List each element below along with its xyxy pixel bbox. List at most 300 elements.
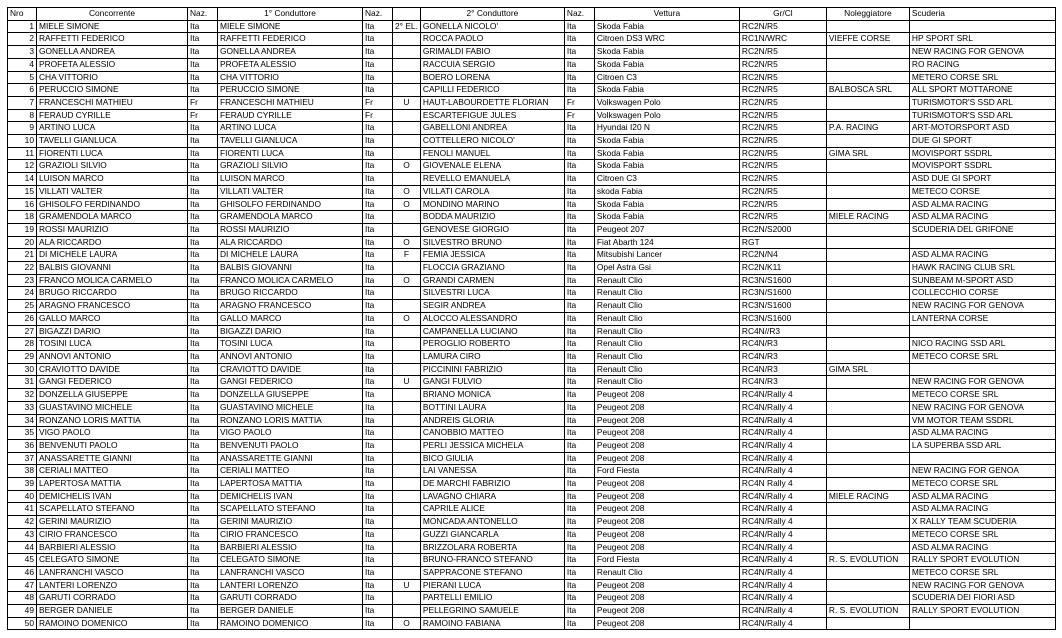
cell-gruppo-classe: RC4N/Rally 4 — [739, 439, 826, 452]
cell-gruppo-classe: RC1N/WRC — [739, 33, 826, 46]
cell-naz: Ita — [188, 350, 218, 363]
cell-flag — [393, 554, 421, 567]
table-row — [8, 185, 1056, 198]
cell-naz-2: Ita — [564, 350, 594, 363]
cell-noleggiatore — [826, 274, 909, 287]
cell-scuderia: HAWK RACING CLUB SRL — [909, 262, 1055, 275]
cell-primo-conduttore: FRANCESCHI MATHIEU — [218, 96, 363, 109]
cell-flag — [393, 122, 421, 135]
cell-primo-conduttore: LANFRANCHI VASCO — [218, 566, 363, 579]
cell-noleggiatore — [826, 109, 909, 122]
cell-gruppo-classe: RC4N//R3 — [739, 325, 826, 338]
cell-primo-conduttore: CELEGATO SIMONE — [218, 554, 363, 567]
cell-gruppo-classe: RC2N/R5 — [739, 147, 826, 160]
cell-naz-1: Ita — [363, 325, 393, 338]
cell-naz-1: Ita — [363, 490, 393, 503]
cell-flag: O — [393, 274, 421, 287]
cell-noleggiatore — [826, 439, 909, 452]
cell-secondo-conduttore: ESCARTEFIGUE JULES — [420, 109, 564, 122]
cell-vettura: Peugeot 208 — [594, 478, 739, 491]
cell-noleggiatore: P.A. RACING — [826, 122, 909, 135]
cell-naz-1: Ita — [363, 592, 393, 605]
cell-nro: 7 — [8, 96, 37, 109]
cell-gruppo-classe: RC2N/R5 — [739, 84, 826, 97]
cell-gruppo-classe: RC3N/S1600 — [739, 274, 826, 287]
table-row — [8, 427, 1056, 440]
cell-noleggiatore — [826, 236, 909, 249]
cell-gruppo-classe: RC2N/S2000 — [739, 223, 826, 236]
cell-naz-1: Ita — [363, 427, 393, 440]
cell-scuderia — [909, 617, 1055, 630]
cell-vettura: Peugeot 208 — [594, 503, 739, 516]
cell-naz-2: Ita — [564, 516, 594, 529]
cell-concorrente: FERAUD CYRILLE — [37, 109, 188, 122]
table-row — [8, 478, 1056, 491]
cell-secondo-conduttore: SILVESTRO BRUNO — [420, 236, 564, 249]
cell-secondo-conduttore: HAUT-LABOURDETTE FLORIAN — [420, 96, 564, 109]
cell-gruppo-classe: RC2N/R5 — [739, 211, 826, 224]
cell-naz: Ita — [188, 427, 218, 440]
cell-scuderia: LANTERNA CORSE — [909, 312, 1055, 325]
cell-scuderia: NEW RACING FOR GENOA — [909, 465, 1055, 478]
cell-vettura: Renault Clio — [594, 274, 739, 287]
cell-naz-2: Ita — [564, 84, 594, 97]
cell-nro: 12 — [8, 160, 37, 173]
table-row — [8, 414, 1056, 427]
cell-naz-1: Ita — [363, 58, 393, 71]
cell-vettura: Renault Clio — [594, 312, 739, 325]
cell-gruppo-classe: RC4N/Rally 4 — [739, 452, 826, 465]
cell-concorrente: DEMICHELIS IVAN — [37, 490, 188, 503]
cell-secondo-conduttore: FLOCCIA GRAZIANO — [420, 262, 564, 275]
cell-noleggiatore — [826, 325, 909, 338]
cell-nro: 15 — [8, 185, 37, 198]
cell-naz-2: Ita — [564, 528, 594, 541]
cell-scuderia: METECO CORSE SRL — [909, 350, 1055, 363]
cell-naz: Ita — [188, 528, 218, 541]
cell-flag: U — [393, 579, 421, 592]
cell-naz-2: Ita — [564, 338, 594, 351]
cell-gruppo-classe: RC4N/Rally 4 — [739, 566, 826, 579]
col-header-vettura: Vettura — [594, 8, 739, 21]
cell-naz-2: Ita — [564, 363, 594, 376]
cell-concorrente: GRAMENDOLA MARCO — [37, 211, 188, 224]
cell-flag: O — [393, 312, 421, 325]
cell-naz-1: Ita — [363, 605, 393, 618]
cell-flag — [393, 58, 421, 71]
cell-vettura: Renault Clio — [594, 350, 739, 363]
cell-concorrente: CERIALI MATTEO — [37, 465, 188, 478]
cell-nro: 22 — [8, 262, 37, 275]
cell-primo-conduttore: BRUGO RICCARDO — [218, 287, 363, 300]
cell-scuderia: METERO CORSE SRL — [909, 71, 1055, 84]
cell-naz: Ita — [188, 312, 218, 325]
cell-vettura: Peugeot 208 — [594, 516, 739, 529]
cell-secondo-conduttore: CAMPANELLA LUCIANO — [420, 325, 564, 338]
cell-noleggiatore — [826, 198, 909, 211]
cell-scuderia: METECO CORSE SRL — [909, 566, 1055, 579]
cell-naz: Ita — [188, 58, 218, 71]
cell-primo-conduttore: VIGO PAOLO — [218, 427, 363, 440]
cell-nro: 49 — [8, 605, 37, 618]
cell-scuderia: RALLY SPORT EVOLUTION — [909, 605, 1055, 618]
cell-vettura: Renault Clio — [594, 325, 739, 338]
cell-naz-1: Ita — [363, 338, 393, 351]
cell-concorrente: VILLATI VALTER — [37, 185, 188, 198]
cell-primo-conduttore: ANASSARETTE GIANNI — [218, 452, 363, 465]
cell-gruppo-classe: RC4N/Rally 4 — [739, 389, 826, 402]
cell-secondo-conduttore: ROCCA PAOLO — [420, 33, 564, 46]
cell-scuderia — [909, 236, 1055, 249]
table-row — [8, 350, 1056, 363]
cell-flag — [393, 503, 421, 516]
cell-primo-conduttore: ROSSI MAURIZIO — [218, 223, 363, 236]
cell-noleggiatore: BALBOSCA SRL — [826, 84, 909, 97]
table-row — [8, 20, 1056, 33]
cell-gruppo-classe: RC4N/Rally 4 — [739, 503, 826, 516]
cell-nro: 10 — [8, 135, 37, 148]
cell-concorrente: RAFFETTI FEDERICO — [37, 33, 188, 46]
cell-naz-2: Ita — [564, 274, 594, 287]
cell-secondo-conduttore: PICCININI FABRIZIO — [420, 363, 564, 376]
cell-flag — [393, 363, 421, 376]
cell-naz-1: Ita — [363, 528, 393, 541]
table-row — [8, 96, 1056, 109]
table-row — [8, 109, 1056, 122]
cell-concorrente: BRUGO RICCARDO — [37, 287, 188, 300]
cell-naz-1: Ita — [363, 274, 393, 287]
cell-noleggiatore — [826, 96, 909, 109]
cell-naz: Ita — [188, 389, 218, 402]
cell-naz-2: Ita — [564, 223, 594, 236]
cell-gruppo-classe: RC4N/R3 — [739, 376, 826, 389]
cell-naz: Ita — [188, 262, 218, 275]
cell-naz-2: Ita — [564, 490, 594, 503]
cell-flag — [393, 338, 421, 351]
cell-naz-1: Ita — [363, 160, 393, 173]
cell-concorrente: LAPERTOSA MATTIA — [37, 478, 188, 491]
cell-primo-conduttore: DI MICHELE LAURA — [218, 249, 363, 262]
cell-noleggiatore — [826, 528, 909, 541]
cell-gruppo-classe: RC2N/R5 — [739, 46, 826, 59]
cell-primo-conduttore: FERAUD CYRILLE — [218, 109, 363, 122]
cell-naz-1: Ita — [363, 389, 393, 402]
cell-nro: 21 — [8, 249, 37, 262]
col-header-gruppo-classe: Gr/Cl — [739, 8, 826, 21]
table-row — [8, 71, 1056, 84]
cell-vettura: Renault Clio — [594, 376, 739, 389]
cell-naz-1: Ita — [363, 579, 393, 592]
cell-scuderia: METECO CORSE SRL — [909, 528, 1055, 541]
cell-naz: Ita — [188, 325, 218, 338]
table-row — [8, 160, 1056, 173]
cell-flag — [393, 109, 421, 122]
cell-secondo-conduttore: DE MARCHI FABRIZIO — [420, 478, 564, 491]
cell-naz-1: Ita — [363, 173, 393, 186]
cell-gruppo-classe: RC3N/S1600 — [739, 287, 826, 300]
cell-scuderia: NEW RACING FOR GENOVA — [909, 300, 1055, 313]
cell-concorrente: GUASTAVINO MICHELE — [37, 401, 188, 414]
cell-concorrente: ARAGNO FRANCESCO — [37, 300, 188, 313]
cell-nro: 19 — [8, 223, 37, 236]
table-row — [8, 516, 1056, 529]
cell-naz: Ita — [188, 46, 218, 59]
cell-naz: Ita — [188, 503, 218, 516]
cell-scuderia: ALL SPORT MOTTARONE — [909, 84, 1055, 97]
cell-scuderia: MOVISPORT SSDRL — [909, 160, 1055, 173]
cell-scuderia — [909, 452, 1055, 465]
cell-concorrente: DONZELLA GIUSEPPE — [37, 389, 188, 402]
cell-gruppo-classe: RC4N Rally 4 — [739, 478, 826, 491]
cell-naz-1: Ita — [363, 363, 393, 376]
cell-naz-2: Ita — [564, 478, 594, 491]
cell-secondo-conduttore: CANOBBIO MATTEO — [420, 427, 564, 440]
col-header-naz: Naz. — [188, 8, 218, 21]
cell-concorrente: GERINI MAURIZIO — [37, 516, 188, 529]
cell-secondo-conduttore: PARTELLI EMILIO — [420, 592, 564, 605]
cell-vettura: Skoda Fabia — [594, 211, 739, 224]
col-header-naz-2: Naz. — [564, 8, 594, 21]
cell-gruppo-classe: RC2N/K11 — [739, 262, 826, 275]
cell-concorrente: SCAPELLATO STEFANO — [37, 503, 188, 516]
cell-noleggiatore: GIMA SRL — [826, 147, 909, 160]
cell-concorrente: CHA VITTORIO — [37, 71, 188, 84]
cell-scuderia: ASD ALMA RACING — [909, 427, 1055, 440]
cell-nro: 31 — [8, 376, 37, 389]
table-row — [8, 465, 1056, 478]
cell-naz-2: Ita — [564, 617, 594, 630]
cell-flag — [393, 135, 421, 148]
cell-vettura: Renault Clio — [594, 300, 739, 313]
cell-gruppo-classe: RC4N/R3 — [739, 363, 826, 376]
cell-secondo-conduttore: SILVESTRI LUCA — [420, 287, 564, 300]
table-row — [8, 58, 1056, 71]
cell-naz: Ita — [188, 236, 218, 249]
cell-vettura: Peugeot 208 — [594, 414, 739, 427]
cell-secondo-conduttore: GONELLA NICOLO' — [420, 20, 564, 33]
cell-naz-2: Ita — [564, 325, 594, 338]
cell-nro: 40 — [8, 490, 37, 503]
cell-nro: 6 — [8, 84, 37, 97]
table-row — [8, 84, 1056, 97]
cell-noleggiatore: GIMA SRL — [826, 363, 909, 376]
cell-primo-conduttore: ARAGNO FRANCESCO — [218, 300, 363, 313]
cell-concorrente: CRAVIOTTO DAVIDE — [37, 363, 188, 376]
cell-naz-2: Ita — [564, 160, 594, 173]
cell-flag — [393, 84, 421, 97]
cell-nro: 35 — [8, 427, 37, 440]
cell-nro: 29 — [8, 350, 37, 363]
cell-nro: 16 — [8, 198, 37, 211]
table-row — [8, 223, 1056, 236]
cell-naz-1: Ita — [363, 541, 393, 554]
cell-noleggiatore — [826, 427, 909, 440]
cell-flag — [393, 46, 421, 59]
cell-nro: 30 — [8, 363, 37, 376]
cell-primo-conduttore: DEMICHELIS IVAN — [218, 490, 363, 503]
cell-vettura: Skoda Fabia — [594, 198, 739, 211]
cell-naz-1: Ita — [363, 20, 393, 33]
cell-noleggiatore — [826, 516, 909, 529]
cell-nro: 20 — [8, 236, 37, 249]
cell-naz-2: Ita — [564, 262, 594, 275]
cell-primo-conduttore: PERUCCIO SIMONE — [218, 84, 363, 97]
cell-noleggiatore — [826, 579, 909, 592]
cell-concorrente: CELEGATO SIMONE — [37, 554, 188, 567]
cell-naz-2: Ita — [564, 376, 594, 389]
cell-noleggiatore — [826, 478, 909, 491]
cell-naz-1: Ita — [363, 185, 393, 198]
cell-naz-1: Ita — [363, 147, 393, 160]
cell-noleggiatore — [826, 223, 909, 236]
cell-secondo-conduttore: FENOLI MANUEL — [420, 147, 564, 160]
header-row — [8, 8, 1056, 21]
cell-flag: O — [393, 198, 421, 211]
cell-gruppo-classe: RC4N/Rally 4 — [739, 579, 826, 592]
cell-gruppo-classe: RC2N/R5 — [739, 71, 826, 84]
cell-naz: Ita — [188, 363, 218, 376]
cell-scuderia: NEW RACING FOR GENOVA — [909, 46, 1055, 59]
cell-primo-conduttore: GANGI FEDERICO — [218, 376, 363, 389]
cell-naz-2: Ita — [564, 173, 594, 186]
cell-naz-1: Ita — [363, 33, 393, 46]
cell-nro: 9 — [8, 122, 37, 135]
cell-vettura: Peugeot 208 — [594, 439, 739, 452]
cell-flag: O — [393, 236, 421, 249]
cell-concorrente: LANFRANCHI VASCO — [37, 566, 188, 579]
cell-vettura: Volkswagen Polo — [594, 96, 739, 109]
cell-gruppo-classe: RC2N/R5 — [739, 173, 826, 186]
cell-flag — [393, 262, 421, 275]
cell-primo-conduttore: ALA RICCARDO — [218, 236, 363, 249]
table-row — [8, 490, 1056, 503]
cell-scuderia: METECO CORSE SRL — [909, 389, 1055, 402]
cell-naz: Ita — [188, 554, 218, 567]
cell-naz-1: Ita — [363, 554, 393, 567]
cell-flag — [393, 478, 421, 491]
cell-naz-1: Ita — [363, 478, 393, 491]
cell-naz: Ita — [188, 452, 218, 465]
cell-vettura: Peugeot 208 — [594, 528, 739, 541]
cell-vettura: Renault Clio — [594, 363, 739, 376]
cell-naz-2: Ita — [564, 389, 594, 402]
cell-flag — [393, 300, 421, 313]
cell-naz: Ita — [188, 490, 218, 503]
cell-naz-2: Ita — [564, 465, 594, 478]
cell-scuderia: ASD ALMA RACING — [909, 490, 1055, 503]
cell-scuderia: NEW RACING FOR GENOVA — [909, 376, 1055, 389]
cell-flag — [393, 211, 421, 224]
cell-secondo-conduttore: GRANDI CARMEN — [420, 274, 564, 287]
cell-secondo-conduttore: LAI VANESSA — [420, 465, 564, 478]
cell-primo-conduttore: ANNOVI ANTONIO — [218, 350, 363, 363]
cell-flag — [393, 71, 421, 84]
cell-primo-conduttore: GUASTAVINO MICHELE — [218, 401, 363, 414]
cell-gruppo-classe: RC4N/R3 — [739, 350, 826, 363]
table-row — [8, 274, 1056, 287]
cell-naz-2: Ita — [564, 185, 594, 198]
cell-vettura: Skoda Fabia — [594, 147, 739, 160]
cell-secondo-conduttore: FEMIA JESSICA — [420, 249, 564, 262]
cell-noleggiatore — [826, 262, 909, 275]
cell-flag: U — [393, 376, 421, 389]
cell-scuderia: METECO CORSE — [909, 185, 1055, 198]
cell-scuderia: ASD DUE GI SPORT — [909, 173, 1055, 186]
table-row — [8, 300, 1056, 313]
cell-secondo-conduttore: PERLI JESSICA MICHELA — [420, 439, 564, 452]
cell-naz-2: Ita — [564, 58, 594, 71]
cell-gruppo-classe: RC4N/Rally 4 — [739, 427, 826, 440]
cell-concorrente: RONZANO LORIS MATTIA — [37, 414, 188, 427]
cell-naz-2: Ita — [564, 46, 594, 59]
cell-flag — [393, 325, 421, 338]
cell-vettura: Peugeot 208 — [594, 605, 739, 618]
cell-nro: 32 — [8, 389, 37, 402]
cell-flag — [393, 350, 421, 363]
table-row — [8, 33, 1056, 46]
cell-vettura: Volkswagen Polo — [594, 109, 739, 122]
cell-naz-2: Ita — [564, 554, 594, 567]
table-row — [8, 147, 1056, 160]
cell-noleggiatore — [826, 465, 909, 478]
cell-scuderia: TURISMOTOR'S SSD ARL — [909, 96, 1055, 109]
cell-scuderia: ART-MOTORSPORT ASD — [909, 122, 1055, 135]
cell-naz: Ita — [188, 414, 218, 427]
cell-noleggiatore — [826, 503, 909, 516]
cell-naz: Ita — [188, 122, 218, 135]
cell-naz: Ita — [188, 338, 218, 351]
cell-naz-1: Ita — [363, 236, 393, 249]
cell-naz-2: Ita — [564, 135, 594, 148]
col-header-flag — [393, 8, 421, 21]
cell-naz-1: Ita — [363, 46, 393, 59]
cell-gruppo-classe: RC4N/Rally 4 — [739, 592, 826, 605]
cell-nro: 37 — [8, 452, 37, 465]
cell-nro: 11 — [8, 147, 37, 160]
cell-secondo-conduttore: BODDA MAURIZIO — [420, 211, 564, 224]
table-row — [8, 173, 1056, 186]
table-row — [8, 312, 1056, 325]
cell-noleggiatore — [826, 541, 909, 554]
cell-flag — [393, 592, 421, 605]
cell-concorrente: GANGI FEDERICO — [37, 376, 188, 389]
cell-flag: O — [393, 185, 421, 198]
table-row — [8, 262, 1056, 275]
cell-noleggiatore — [826, 566, 909, 579]
cell-naz-1: Ita — [363, 376, 393, 389]
cell-concorrente: BALBIS GIOVANNI — [37, 262, 188, 275]
cell-nro: 48 — [8, 592, 37, 605]
cell-secondo-conduttore: PEROGLIO ROBERTO — [420, 338, 564, 351]
cell-flag — [393, 223, 421, 236]
table-row — [8, 236, 1056, 249]
cell-primo-conduttore: BERGER DANIELE — [218, 605, 363, 618]
cell-primo-conduttore: GONELLA ANDREA — [218, 46, 363, 59]
cell-vettura: Peugeot 207 — [594, 223, 739, 236]
cell-concorrente: VIGO PAOLO — [37, 427, 188, 440]
cell-primo-conduttore: SCAPELLATO STEFANO — [218, 503, 363, 516]
table-row — [8, 376, 1056, 389]
cell-secondo-conduttore: PIERANI LUCA — [420, 579, 564, 592]
cell-scuderia: NEW RACING FOR GENOVA — [909, 401, 1055, 414]
cell-naz: Ita — [188, 249, 218, 262]
table-row — [8, 579, 1056, 592]
cell-concorrente: LANTERI LORENZO — [37, 579, 188, 592]
cell-gruppo-classe: RC2N/R5 — [739, 20, 826, 33]
cell-flag — [393, 401, 421, 414]
cell-gruppo-classe: RC3N/S1600 — [739, 312, 826, 325]
col-header-nro: Nro — [8, 8, 37, 21]
